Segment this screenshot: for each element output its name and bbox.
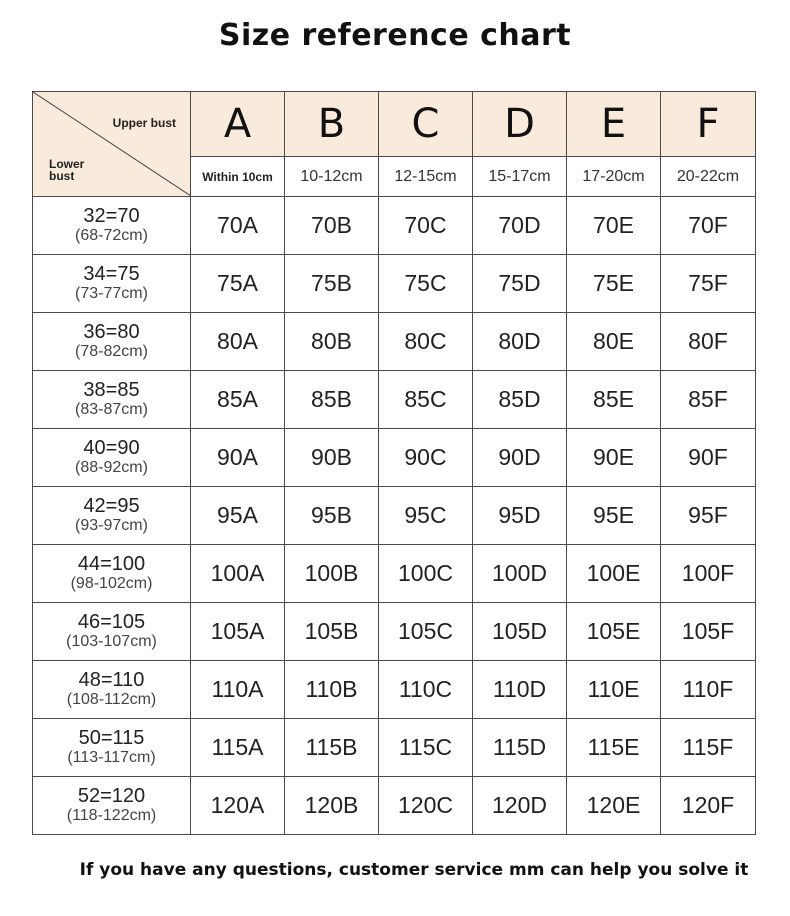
size-cell: 105F <box>661 603 756 661</box>
cup-letter-c: C <box>379 92 473 157</box>
size-cell: 90C <box>379 429 473 487</box>
size-cell: 90E <box>567 429 661 487</box>
band-label: 38=85 <box>83 378 140 401</box>
size-cell: 110D <box>473 661 567 719</box>
size-cell: 110C <box>379 661 473 719</box>
table-row <box>33 487 756 545</box>
size-cell: 110F <box>661 661 756 719</box>
band-label: 42=95 <box>83 494 140 517</box>
band-size-cell <box>33 255 191 313</box>
lower-bust-label: Lower bust <box>49 157 85 183</box>
band-size-cell <box>33 429 191 487</box>
size-cell: 80D <box>473 313 567 371</box>
size-cell: 115A <box>191 719 285 777</box>
size-table <box>32 91 756 835</box>
size-cell: 100E <box>567 545 661 603</box>
size-cell: 120A <box>191 777 285 835</box>
size-cell: 85F <box>661 371 756 429</box>
table-row <box>33 603 756 661</box>
cup-range-e: 17-20cm <box>567 157 661 197</box>
size-cell: 80B <box>285 313 379 371</box>
band-label: 44=100 <box>77 552 146 575</box>
size-cell: 105B <box>285 603 379 661</box>
size-cell: 120C <box>379 777 473 835</box>
size-cell: 100B <box>285 545 379 603</box>
band-range: (73-77cm) <box>75 284 148 302</box>
size-cell: 85B <box>285 371 379 429</box>
size-cell: 80C <box>379 313 473 371</box>
table-row <box>33 197 756 255</box>
header-row <box>33 92 756 157</box>
size-cell: 100A <box>191 545 285 603</box>
band-label: 48=110 <box>78 668 145 691</box>
size-cell: 95F <box>661 487 756 545</box>
size-cell: 95D <box>473 487 567 545</box>
size-cell: 75A <box>191 255 285 313</box>
size-cell: 95C <box>379 487 473 545</box>
size-cell: 110B <box>285 661 379 719</box>
cup-letter-e: E <box>567 92 661 157</box>
band-size-cell <box>33 313 191 371</box>
band-range: (83-87cm) <box>75 400 148 418</box>
corner-cell <box>33 92 191 197</box>
cup-letter-b: B <box>285 92 379 157</box>
upper-bust-label: Upper bust <box>112 116 176 130</box>
size-cell: 85C <box>379 371 473 429</box>
size-cell: 90F <box>661 429 756 487</box>
band-label: 40=90 <box>83 436 140 459</box>
size-cell: 100F <box>661 545 756 603</box>
size-cell: 115E <box>567 719 661 777</box>
size-cell: 115F <box>661 719 756 777</box>
size-cell: 100D <box>473 545 567 603</box>
size-cell: 75B <box>285 255 379 313</box>
size-cell: 100C <box>379 545 473 603</box>
cup-range-d: 15-17cm <box>473 157 567 197</box>
table-row <box>33 661 756 719</box>
size-cell: 115B <box>285 719 379 777</box>
size-cell: 105C <box>379 603 473 661</box>
band-size-cell <box>33 545 191 603</box>
size-cell: 120F <box>661 777 756 835</box>
cup-range-a: Within 10cm <box>191 157 285 197</box>
band-size-cell <box>33 603 191 661</box>
size-cell: 115C <box>379 719 473 777</box>
size-cell: 80E <box>567 313 661 371</box>
size-cell: 70E <box>567 197 661 255</box>
size-cell: 85D <box>473 371 567 429</box>
band-size-cell <box>33 719 191 777</box>
cup-letter-d: D <box>473 92 567 157</box>
size-cell: 70C <box>379 197 473 255</box>
band-size-cell <box>33 487 191 545</box>
band-size-cell <box>33 371 191 429</box>
band-label: 46=105 <box>77 610 146 633</box>
size-cell: 75E <box>567 255 661 313</box>
band-range: (68-72cm) <box>75 226 148 244</box>
table-row <box>33 371 756 429</box>
table-row <box>33 313 756 371</box>
footer-note: If you have any questions, customer service mm can help you solve it <box>79 860 749 880</box>
size-cell: 75C <box>379 255 473 313</box>
size-cell: 70F <box>661 197 756 255</box>
band-range: (88-92cm) <box>75 458 148 476</box>
band-range: (108-112cm) <box>66 690 157 708</box>
size-cell: 115D <box>473 719 567 777</box>
size-cell: 70B <box>285 197 379 255</box>
band-range: (103-107cm) <box>66 632 157 650</box>
size-cell: 80A <box>191 313 285 371</box>
size-cell: 110E <box>567 661 661 719</box>
size-cell: 110A <box>191 661 285 719</box>
table-row <box>33 719 756 777</box>
band-size-cell <box>33 777 191 835</box>
size-cell: 120E <box>567 777 661 835</box>
table-row <box>33 429 756 487</box>
cup-range-f: 20-22cm <box>661 157 756 197</box>
band-range: (113-117cm) <box>67 748 156 766</box>
size-cell: 95B <box>285 487 379 545</box>
cup-range-b: 10-12cm <box>285 157 379 197</box>
cup-letter-f: F <box>661 92 756 157</box>
size-cell: 105E <box>567 603 661 661</box>
size-cell: 85E <box>567 371 661 429</box>
size-cell: 105D <box>473 603 567 661</box>
size-cell: 80F <box>661 313 756 371</box>
band-size-cell <box>33 661 191 719</box>
band-range: (118-122cm) <box>66 806 157 824</box>
size-cell: 90A <box>191 429 285 487</box>
band-label: 34=75 <box>83 262 140 285</box>
size-cell: 75F <box>661 255 756 313</box>
page-title: Size reference chart <box>218 18 572 53</box>
size-cell: 120D <box>473 777 567 835</box>
band-label: 50=115 <box>78 726 145 749</box>
size-cell: 85A <box>191 371 285 429</box>
band-size-cell <box>33 197 191 255</box>
size-cell: 70A <box>191 197 285 255</box>
size-cell: 120B <box>285 777 379 835</box>
size-cell: 105A <box>191 603 285 661</box>
size-cell: 90D <box>473 429 567 487</box>
table-row <box>33 777 756 835</box>
band-label: 36=80 <box>83 320 140 343</box>
band-range: (98-102cm) <box>70 574 153 592</box>
band-label: 52=120 <box>77 784 146 807</box>
size-cell: 95A <box>191 487 285 545</box>
size-cell: 75D <box>473 255 567 313</box>
cup-range-c: 12-15cm <box>379 157 473 197</box>
size-cell: 70D <box>473 197 567 255</box>
cup-letter-a: A <box>191 92 285 157</box>
size-cell: 90B <box>285 429 379 487</box>
size-cell: 95E <box>567 487 661 545</box>
band-range: (93-97cm) <box>75 516 148 534</box>
band-range: (78-82cm) <box>75 342 148 360</box>
table-row <box>33 255 756 313</box>
band-label: 32=70 <box>83 204 140 227</box>
table-row <box>33 545 756 603</box>
